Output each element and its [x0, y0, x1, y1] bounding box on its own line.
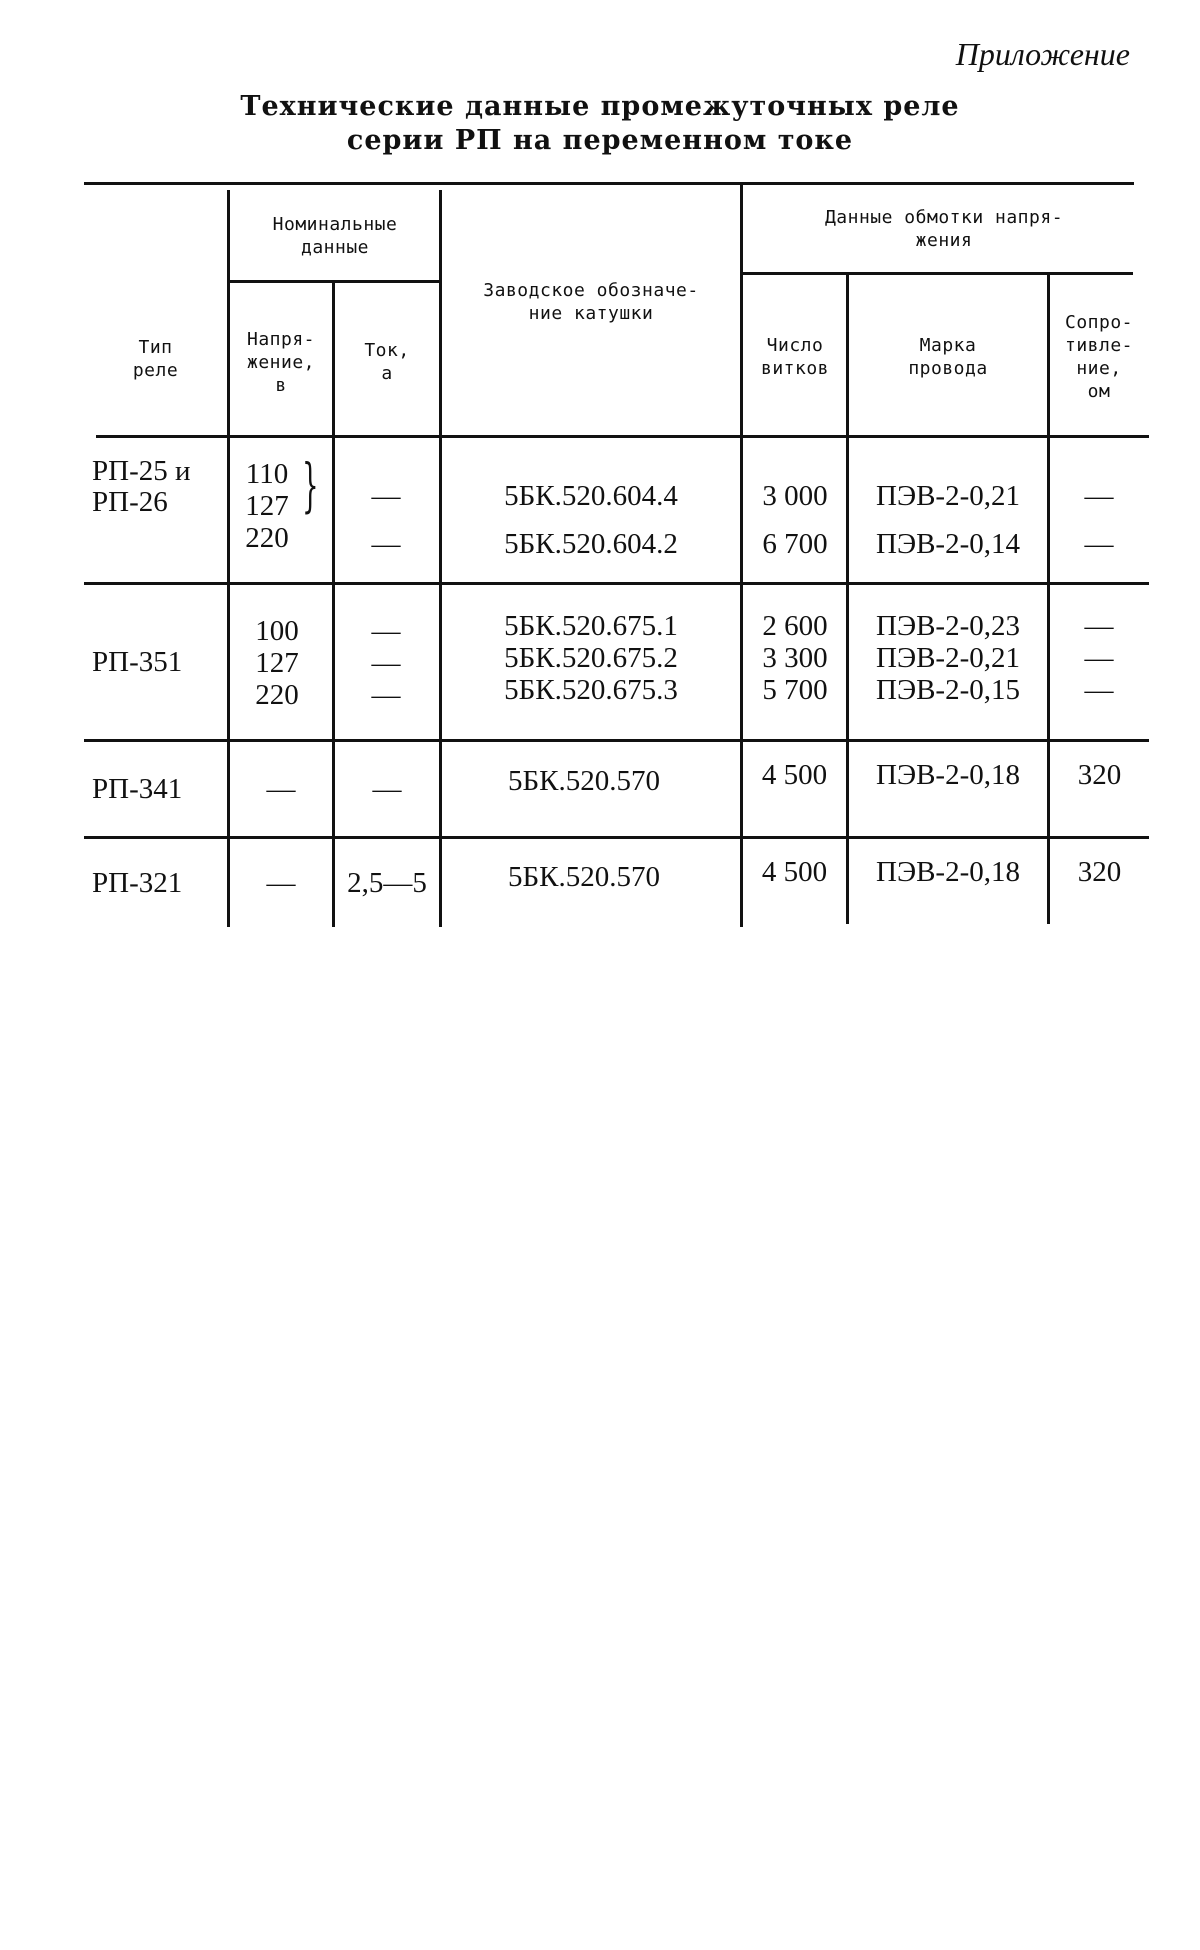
row2-coil-value: 5БК.520.675.2 — [504, 642, 678, 674]
row2-current — [336, 615, 436, 711]
row2-wire-value: ПЭВ-2-0,15 — [876, 674, 1020, 706]
row2-current-value: — — [371, 647, 401, 679]
row2-turns-value: 2 600 — [762, 610, 828, 642]
row2-wire — [850, 610, 1046, 706]
row3-resistance: 320 — [1077, 758, 1122, 791]
row1-resistance-value: — — [1084, 528, 1114, 560]
row1-type — [92, 456, 222, 518]
row3-wire: ПЭВ-2-0,18 — [876, 758, 1020, 791]
row2-current-value: — — [371, 679, 401, 711]
row1-coil-value: 5БК.520.604.2 — [504, 528, 678, 560]
header-type: Тип реле — [132, 336, 179, 381]
row2-resistance-value: — — [1084, 674, 1114, 706]
header-bottom-rule — [96, 435, 1149, 438]
row2-turns-value: 5 700 — [762, 674, 828, 706]
row1-turns — [744, 472, 846, 568]
document-title — [170, 90, 1030, 158]
row4-type: РП-321 — [92, 866, 183, 899]
header-voltage: Напря- жение, в — [246, 328, 316, 396]
row2-wire-value: ПЭВ-2-0,21 — [876, 642, 1020, 674]
row2-wire-value: ПЭВ-2-0,23 — [876, 610, 1020, 642]
row2-resistance-value: — — [1084, 642, 1114, 674]
row3-turns: 4 500 — [761, 758, 828, 791]
row1-voltage — [232, 458, 302, 554]
row1-current-value: — — [371, 528, 401, 560]
row-separator-1 — [84, 582, 1149, 585]
header-coil: Заводское обозначе- ние катушки — [483, 280, 699, 324]
row3-voltage: — — [266, 772, 296, 805]
row3-coil: 5БК.520.570 — [508, 764, 660, 797]
title-line-2: серии РП на переменном токе — [346, 125, 854, 156]
row2-type: РП-351 — [92, 645, 183, 678]
row1-resistance-value: — — [1084, 480, 1114, 512]
appendix-label: Приложение — [955, 36, 1130, 72]
row1-current — [336, 472, 436, 568]
row1-type-line: РП-25 и — [92, 455, 191, 487]
row1-turns-value: 3 000 — [762, 480, 828, 512]
row2-current-value: — — [371, 615, 401, 647]
row4-current: 2,5—5 — [347, 866, 427, 899]
relay-data-table — [84, 182, 1149, 930]
header-resistance: Сопро- тивле- ние, ом — [1064, 312, 1134, 402]
row1-wire-value: ПЭВ-2-0,21 — [876, 480, 1020, 512]
row2-resistance — [1050, 610, 1148, 706]
row1-voltage-brace: } — [302, 451, 319, 519]
header-wire: Марка провода — [908, 335, 988, 379]
row2-voltage — [232, 615, 322, 711]
row2-voltage-value: 220 — [255, 679, 299, 711]
col-divider-turns — [846, 274, 849, 924]
header-turns: Число витков — [760, 335, 830, 379]
row1-voltage-value: 220 — [245, 522, 289, 554]
row1-resistance — [1050, 472, 1148, 568]
header-nominal: Номинальные данные — [272, 214, 398, 258]
row3-current: — — [372, 772, 402, 805]
row1-coil — [446, 472, 736, 568]
row1-wire — [850, 472, 1046, 568]
row2-voltage-value: 127 — [255, 647, 299, 679]
row4-voltage: — — [266, 866, 296, 899]
row1-turns-value: 6 700 — [762, 528, 828, 560]
row2-turns-value: 3 300 — [762, 642, 828, 674]
row2-coil — [446, 610, 736, 706]
row3-type: РП-341 — [92, 772, 183, 805]
row4-coil: 5БК.520.570 — [508, 860, 660, 893]
row2-resistance-value: — — [1084, 610, 1114, 642]
row2-coil-value: 5БК.520.675.1 — [504, 610, 678, 642]
row1-current-value: — — [371, 480, 401, 512]
row1-voltage-value: 110 — [245, 458, 289, 490]
row2-voltage-value: 100 — [255, 615, 299, 647]
header-current: Ток, а — [364, 340, 410, 384]
row1-voltage-value: 127 — [245, 490, 289, 522]
row4-wire: ПЭВ-2-0,18 — [876, 855, 1020, 888]
winding-subheader-rule — [743, 272, 1133, 275]
row1-coil-value: 5БК.520.604.4 — [504, 480, 678, 512]
row4-resistance: 320 — [1077, 855, 1122, 888]
row1-type-line: РП-26 — [92, 486, 168, 518]
header-winding: Данные обмотки напря- жения — [824, 207, 1064, 251]
row2-turns — [744, 610, 846, 706]
row1-wire-value: ПЭВ-2-0,14 — [876, 528, 1020, 560]
top-rule — [84, 182, 1134, 185]
row2-coil-value: 5БК.520.675.3 — [504, 674, 678, 706]
row4-turns: 4 500 — [761, 855, 828, 888]
title-line-1: Технические данные промежуточных реле — [240, 91, 960, 122]
